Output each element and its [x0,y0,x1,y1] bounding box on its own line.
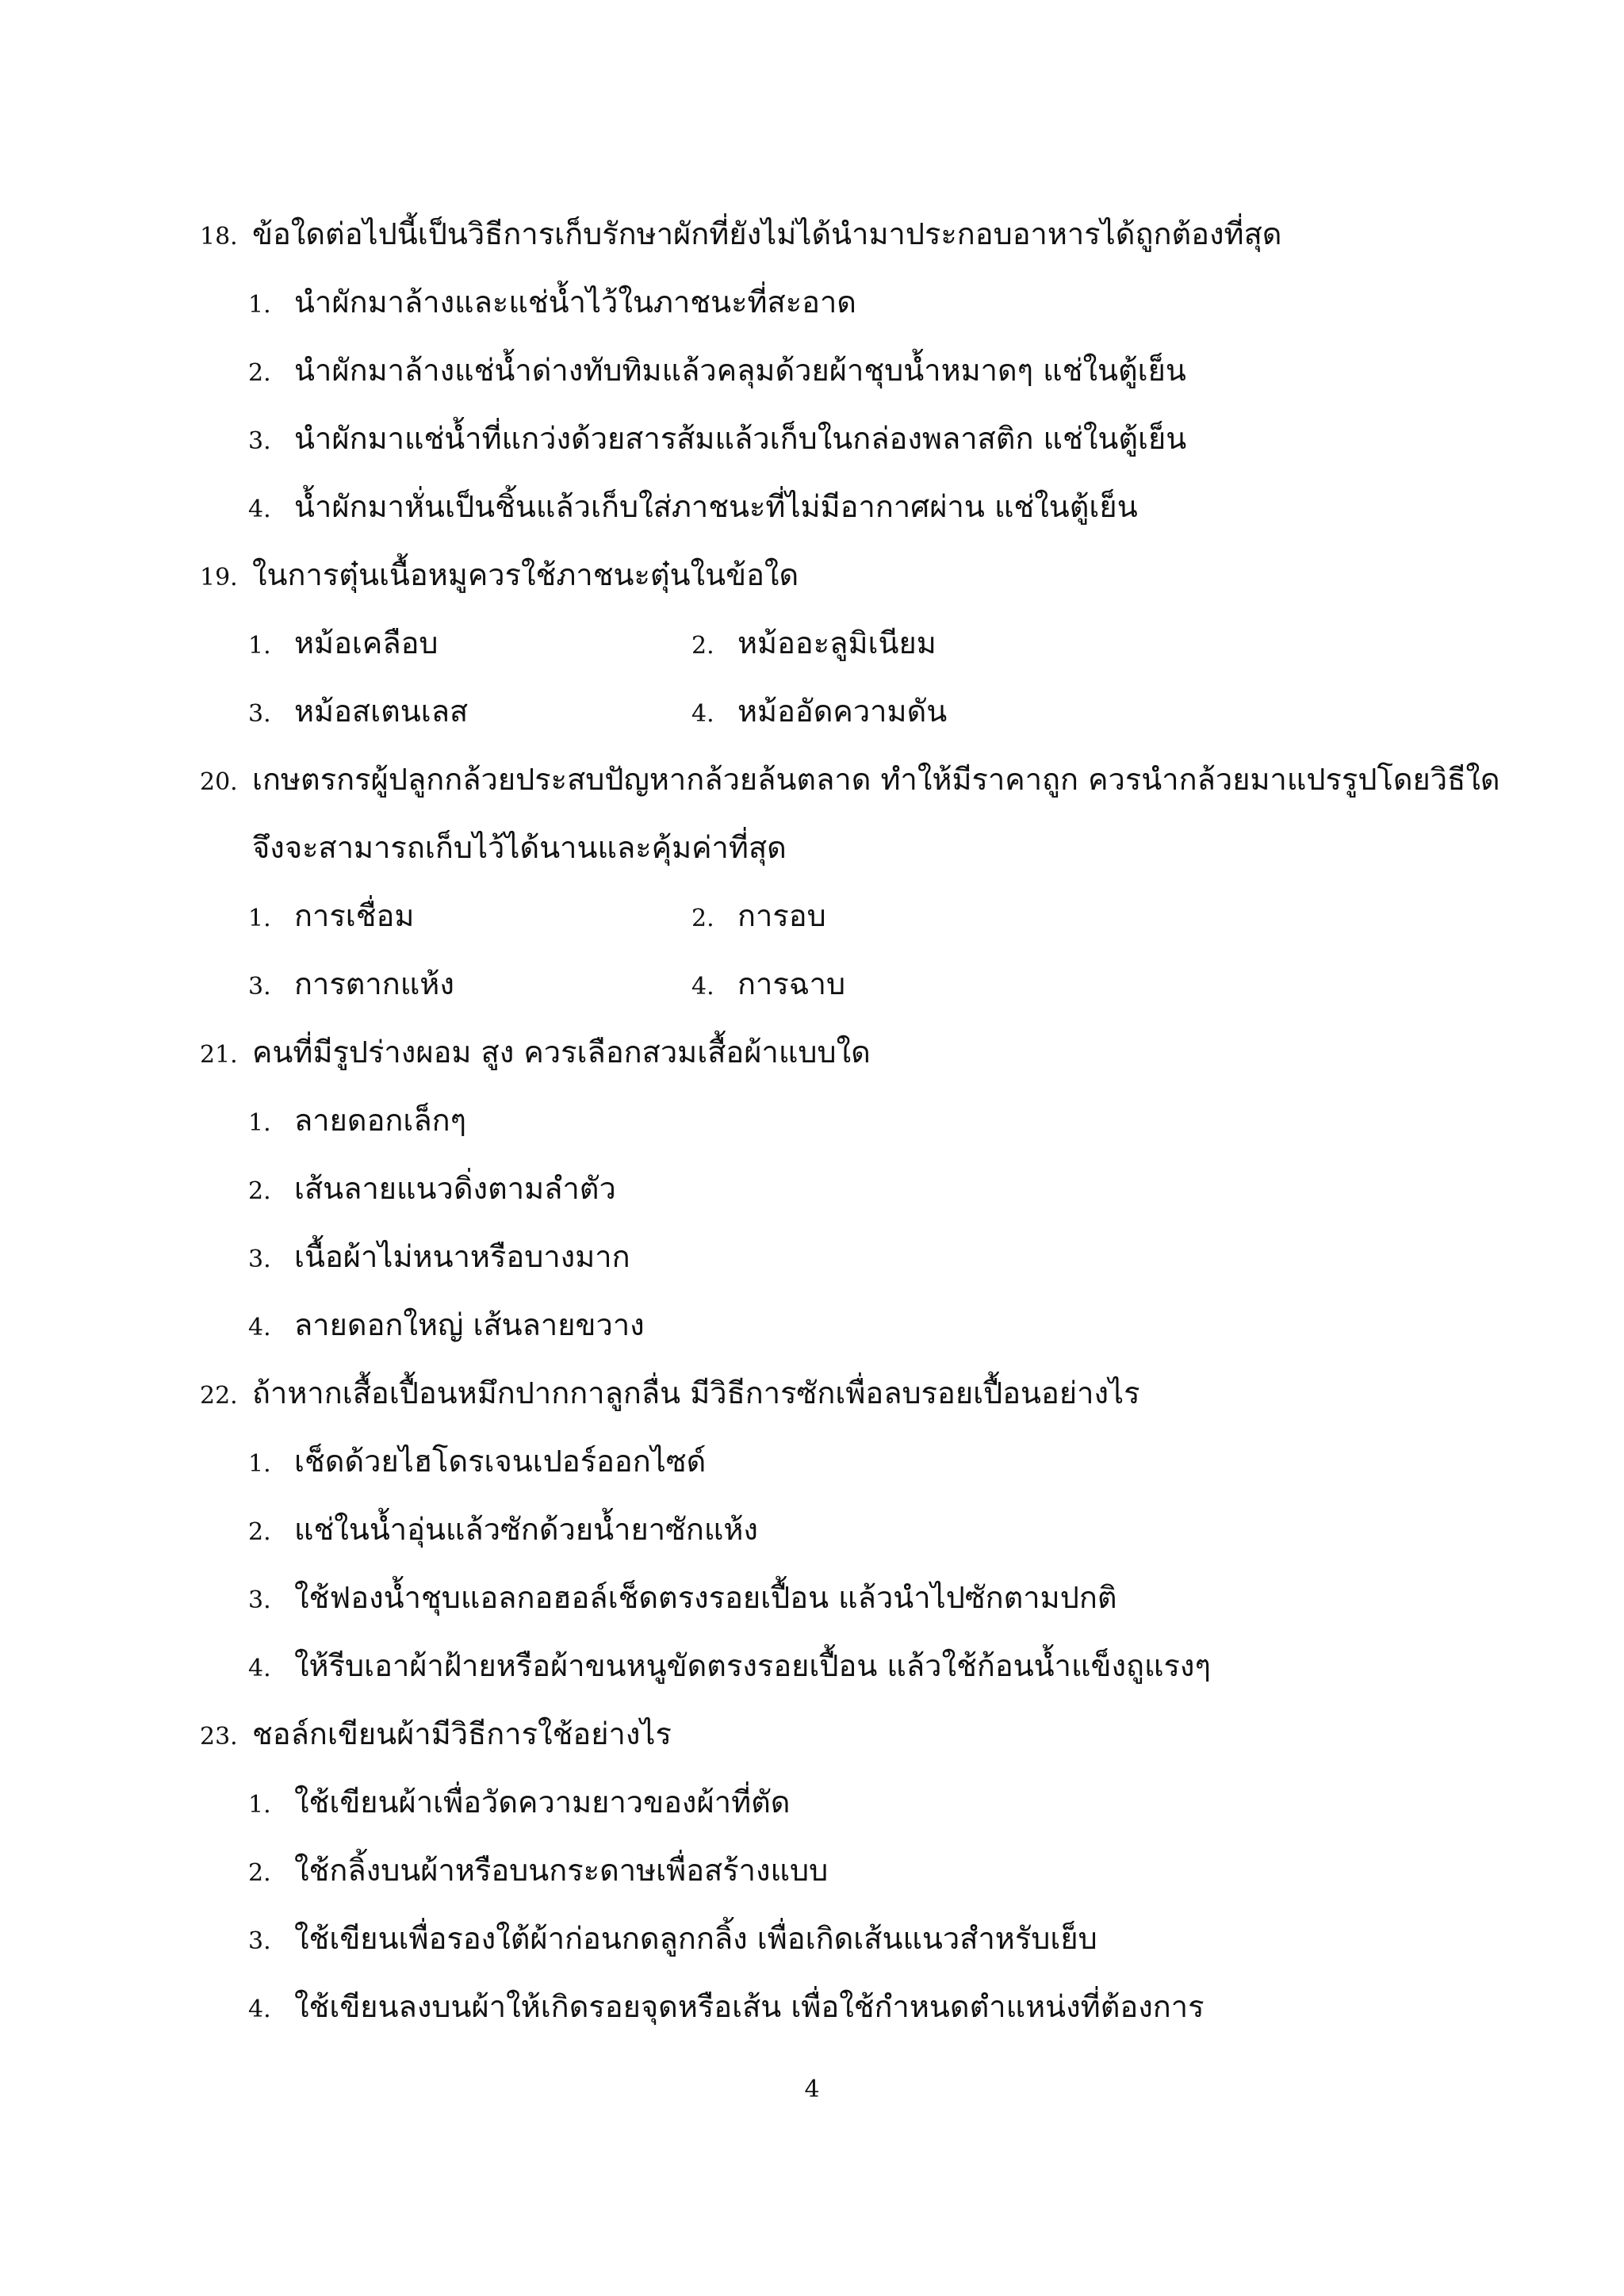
option-row [248,1563,1500,1632]
answer-option-1 [248,609,691,680]
option-text: นำผักมาล้างและแช่น้ำไว้ในภาชนะที่สะอาด [294,285,856,320]
option-text: ใช้เขียนลงบนผ้าให้เกิดรอยจุดหรือเส้น เพื่อใช้กำหนดตำแหน่งที่ต้องการ [294,1989,1205,2024]
answer-option-3 [248,950,691,1021]
option-text: เส้นลายแนวดิ่งตามลำตัว [294,1171,616,1206]
option-number: 3. [248,1246,271,1273]
option-text: แช่ในน้ำอุ่นแล้วซักด้วยน้ำยาซักแห้ง [294,1512,758,1547]
question-stem [200,541,1500,609]
answer-option-4 [691,677,947,748]
option-text: หม้อเคลือบ [294,626,439,660]
answer-option-1 [248,1427,706,1498]
option-number: 1. [248,632,271,660]
question-20 [200,745,1500,1018]
option-text: ลายดอกเล็กๆ [294,1103,467,1138]
answer-option-3 [248,1563,1117,1635]
answer-option-4 [248,473,1138,544]
answer-options [200,268,1500,541]
option-number: 3. [248,700,271,728]
option-row [248,336,1500,404]
question-19 [200,541,1500,745]
question-text: ชอล์กเขียนผ้ามีวิธีการใช้อย่างไร [252,1716,672,1751]
option-text: การเชื่อม [294,898,415,933]
question-number: 22. [200,1382,238,1410]
option-row [248,473,1500,541]
option-number: 2. [691,905,714,932]
question-18 [200,200,1500,541]
option-text: ใช้ฟองน้ำชุบแอลกอฮอล์เช็ดตรงรอยเปื้อน แล้วนำไปซักตามปกติ [294,1580,1117,1615]
answer-option-2 [248,1154,616,1226]
option-row [248,268,1500,336]
answer-option-2 [691,882,826,953]
option-text: ใช้เขียนเพื่อรองใต้ผ้าก่อนกดลูกกลิ้ง เพื่อเกิดเส้นแนวสำหรับเย็บ [294,1921,1097,1956]
option-row [248,1632,1500,1700]
option-number: 2. [691,632,714,660]
question-number: 19. [200,564,238,591]
question-number: 18. [200,223,238,251]
option-number: 1. [248,905,271,932]
option-row [248,1223,1500,1291]
option-text: ลายดอกใหญ่ เส้นลายขวาง [294,1307,645,1342]
option-row [248,1427,1500,1495]
option-row [248,882,1500,950]
option-row [248,950,1500,1018]
answer-option-1 [248,882,691,953]
answer-option-4 [691,950,845,1021]
question-text: ถ้าหากเสื้อเปื้อนหมึกปากกาลูกลื่น มีวิธีการซักเพื่อลบรอยเปื้อนอย่างไร [252,1376,1140,1410]
answer-option-4 [248,1632,1211,1703]
option-text: เช็ดด้วยไฮโดรเจนเปอร์ออกไซด์ [294,1444,707,1479]
option-text: หม้ออัดความดัน [737,694,948,729]
question-text: คนที่มีรูปร่างผอม สูง ควรเลือกสวมเสื้อผ้าแบบใด [252,1035,871,1070]
option-row [248,1086,1500,1154]
question-stem [200,1018,1500,1086]
option-text: หม้อสเตนเลส [294,694,469,729]
option-number: 2. [248,1859,271,1887]
answer-option-2 [248,1495,758,1567]
question-23 [200,1700,1500,2041]
answer-option-3 [248,1223,630,1294]
question-text: จึงจะสามารถเก็บไว้ได้นานและคุ้มค่าที่สุด [252,830,787,865]
answer-option-3 [248,404,1186,476]
question-stem [200,200,1500,268]
answer-options [200,882,1500,1018]
option-number: 3. [248,427,271,455]
option-text: เนื้อผ้าไม่หนาหรือบางมาก [294,1239,630,1274]
option-text: ให้รีบเอาผ้าฝ้ายหรือผ้าขนหนูขัดตรงรอยเปื้อน แล้วใช้ก้อนน้ำแข็งถูแรงๆ [294,1648,1211,1683]
option-row [248,1836,1500,1904]
option-number: 2. [248,1177,271,1205]
question-22 [200,1359,1500,1700]
answer-option-1 [248,268,856,339]
question-stem [200,745,1500,813]
option-row [248,1495,1500,1563]
question-text: เกษตรกรผู้ปลูกกล้วยประสบปัญหากล้วยล้นตลาด ทำให้มีราคาถูก ควรนำกล้วยมาแปรรูปโดยวิธีใด [252,762,1500,797]
option-number: 4. [248,496,271,523]
question-stem [200,1359,1500,1427]
question-stem-continued [200,813,1500,882]
answer-option-1 [248,1768,790,1839]
question-number: 20. [200,768,238,796]
question-text: ข้อใดต่อไปนี้เป็นวิธีการเก็บรักษาผักที่ยังไม่ได้นำมาประกอบอาหารได้ถูกต้องที่สุด [252,216,1282,251]
option-number: 3. [248,1586,271,1614]
option-number: 1. [248,291,271,319]
answer-option-3 [248,677,691,748]
answer-option-1 [248,1086,466,1158]
option-number: 3. [248,1927,271,1955]
option-row [248,404,1500,473]
question-number: 21. [200,1041,238,1069]
option-row [248,677,1500,745]
question-text: ในการตุ๋นเนื้อหมูควรใช้ภาชนะตุ๋นในข้อใด [252,557,799,592]
question-list [200,200,1500,2041]
option-row [248,1291,1500,1359]
question-21 [200,1018,1500,1359]
answer-options [200,1768,1500,2041]
option-text: นำผักมาแช่น้ำที่แกว่งด้วยสารส้มแล้วเก็บในกล่องพลาสติก แช่ในตู้เย็น [294,421,1187,456]
answer-option-2 [248,336,1186,408]
option-number: 1. [248,1791,271,1819]
page-number: 4 [804,2076,820,2103]
answer-options [200,1427,1500,1700]
option-text: น้ำผักมาหั่นเป็นชิ้นแล้วเก็บใส่ภาชนะที่ไม่มีอากาศผ่าน แช่ในตู้เย็น [294,489,1138,524]
option-number: 1. [248,1450,271,1478]
option-text: ใช้กลิ้งบนผ้าหรือบนกระดาษเพื่อสร้างแบบ [294,1853,829,1888]
option-text: ใช้เขียนผ้าเพื่อวัดความยาวของผ้าที่ตัด [294,1785,791,1820]
option-number: 1. [248,1109,271,1137]
option-row [248,1768,1500,1836]
option-number: 4. [248,1314,271,1341]
answer-option-4 [248,1973,1205,2044]
option-number: 2. [248,359,271,387]
option-text: การฉาบ [737,966,846,1001]
option-row [248,609,1500,677]
option-text: หม้ออะลูมิเนียม [737,626,936,660]
option-row [248,1973,1500,2041]
option-number: 4. [691,700,714,728]
question-stem [200,1700,1500,1768]
option-number: 4. [691,973,714,1001]
option-number: 2. [248,1518,271,1546]
option-text: การอบ [737,898,826,933]
option-number: 4. [248,1996,271,2023]
answer-options [200,1086,1500,1359]
question-number: 23. [200,1723,238,1751]
option-text: นำผักมาล้างแช่น้ำด่างทับทิมแล้วคลุมด้วยผ้าชุบน้ำหมาดๆ แช่ในตู้เย็น [294,353,1186,388]
option-number: 4. [248,1655,271,1682]
answer-option-3 [248,1904,1097,1976]
answer-option-4 [248,1291,645,1362]
option-row [248,1904,1500,1973]
answer-options [200,609,1500,745]
answer-option-2 [691,609,936,680]
option-row [248,1154,1500,1223]
answer-option-2 [248,1836,828,1908]
option-number: 3. [248,973,271,1001]
option-text: การตากแห้ง [294,966,454,1001]
